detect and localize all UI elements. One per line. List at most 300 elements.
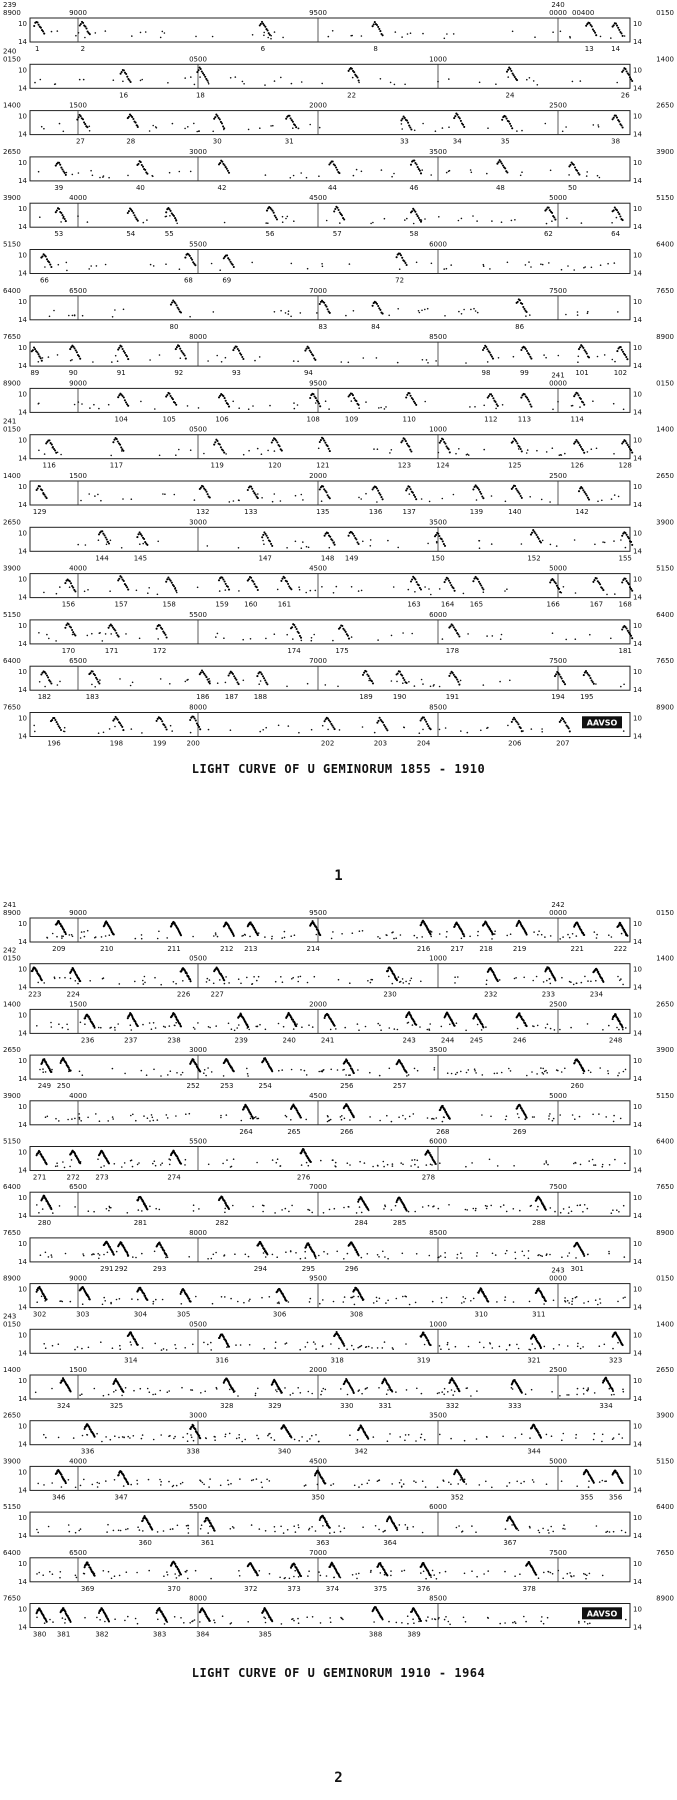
outburst-point xyxy=(221,122,223,124)
observation-point xyxy=(281,937,283,939)
outburst-number-label: 305 xyxy=(176,1310,191,1319)
observation-point xyxy=(79,79,81,81)
outburst-point xyxy=(352,533,354,535)
observation-point xyxy=(300,312,302,314)
outburst-point xyxy=(449,451,451,453)
outburst-point xyxy=(418,584,420,586)
outburst-point xyxy=(300,637,302,639)
outburst-point xyxy=(569,730,571,732)
outburst-point xyxy=(564,683,566,685)
observation-point xyxy=(377,1347,379,1349)
outburst-number-label: 291 xyxy=(100,1264,114,1273)
observation-point xyxy=(443,268,445,270)
observation-point xyxy=(261,453,263,455)
observation-point xyxy=(424,586,426,588)
observation-point xyxy=(458,311,460,313)
observation-point xyxy=(486,984,488,986)
outburst-point xyxy=(261,536,263,538)
y-tick-label: 10 xyxy=(18,1285,27,1294)
observation-point xyxy=(446,936,448,938)
observation-point xyxy=(110,633,112,635)
outburst-point xyxy=(166,578,168,580)
outburst-point xyxy=(376,303,378,305)
outburst-point xyxy=(127,358,129,360)
outburst-point xyxy=(290,588,292,590)
observation-point xyxy=(463,309,465,311)
outburst-number-label: 280 xyxy=(37,1219,52,1228)
observation-point xyxy=(154,977,156,979)
outburst-point xyxy=(622,1027,624,1029)
jd-start-label: 0150 xyxy=(3,425,21,434)
observation-point xyxy=(600,1302,602,1304)
observation-point xyxy=(562,936,564,938)
outburst-number-label: 213 xyxy=(244,945,258,953)
outburst-number-label: 232 xyxy=(484,990,498,999)
observation-point xyxy=(597,356,599,358)
outburst-point xyxy=(403,679,405,681)
observation-point xyxy=(62,1161,64,1163)
outburst-number-label: 152 xyxy=(527,554,541,563)
jd-tick-label: 9500 xyxy=(309,9,327,17)
observation-point xyxy=(583,1302,585,1304)
observation-point xyxy=(152,125,154,127)
observation-point xyxy=(99,679,101,681)
observation-point xyxy=(272,501,274,503)
observation-point xyxy=(608,1025,610,1027)
outburst-point xyxy=(482,588,484,590)
observation-point xyxy=(34,82,36,84)
observation-point xyxy=(621,933,623,935)
observation-point xyxy=(548,1115,550,1117)
outburst-point xyxy=(229,261,231,263)
outburst-point xyxy=(312,393,314,395)
observation-point xyxy=(518,1117,520,1119)
jd-tick-label: 6500 xyxy=(69,1183,87,1192)
observation-point xyxy=(448,78,450,80)
outburst-point xyxy=(626,627,628,629)
outburst-point xyxy=(293,624,295,626)
observation-point xyxy=(87,589,89,591)
observation-point xyxy=(616,1209,618,1211)
observation-point xyxy=(593,124,595,126)
observation-point xyxy=(487,727,489,729)
observation-point xyxy=(59,977,61,979)
observation-point xyxy=(249,1299,251,1301)
outburst-point xyxy=(405,489,407,491)
jd-prefix-label: 241 xyxy=(551,371,565,380)
outburst-point xyxy=(49,681,51,683)
observation-point xyxy=(426,359,428,361)
observation-point xyxy=(370,545,372,547)
outburst-point xyxy=(521,303,523,305)
outburst-point xyxy=(420,924,422,926)
outburst-point xyxy=(626,442,628,444)
outburst-point xyxy=(583,1253,585,1255)
observation-point xyxy=(526,452,528,454)
observation-point xyxy=(513,1208,515,1210)
observation-point xyxy=(400,934,402,936)
observation-point xyxy=(59,681,61,683)
outburst-number-label: 72 xyxy=(395,276,405,285)
observation-point xyxy=(495,1254,497,1256)
outburst-point xyxy=(401,257,403,259)
observation-point xyxy=(617,976,619,978)
outburst-point xyxy=(380,496,382,498)
observation-point xyxy=(438,1256,440,1258)
outburst-number-label: 212 xyxy=(220,945,234,953)
observation-point xyxy=(590,1072,592,1074)
observation-point xyxy=(444,315,446,317)
outburst-number-label: 246 xyxy=(512,1036,527,1045)
outburst-point xyxy=(209,496,211,498)
outburst-number-label: 56 xyxy=(265,230,275,239)
jd-end-label: 1400 xyxy=(656,954,674,963)
observation-point xyxy=(483,264,485,266)
outburst-point xyxy=(480,493,482,495)
observation-point xyxy=(290,1251,292,1253)
outburst-point xyxy=(108,1162,110,1164)
observation-point xyxy=(265,638,267,640)
observation-point xyxy=(515,1258,517,1260)
outburst-point xyxy=(242,358,244,360)
observation-point xyxy=(193,1027,195,1029)
observation-point xyxy=(434,1069,436,1071)
outburst-point xyxy=(281,578,283,580)
observation-point xyxy=(165,263,167,265)
observation-point xyxy=(541,499,543,501)
observation-point xyxy=(144,982,146,984)
observation-point xyxy=(198,1208,200,1210)
observation-point xyxy=(377,1254,379,1256)
outburst-point xyxy=(223,979,225,981)
observation-point xyxy=(617,311,619,313)
observation-point xyxy=(207,978,209,980)
observation-point xyxy=(478,540,480,542)
observation-point xyxy=(620,539,622,541)
jd-end-label: 5150 xyxy=(656,194,674,203)
outburst-number-label: 158 xyxy=(162,600,176,609)
observation-point xyxy=(612,1209,614,1211)
observation-point xyxy=(534,36,536,38)
observation-point xyxy=(285,1115,287,1117)
outburst-point xyxy=(123,580,125,582)
strip-frame xyxy=(30,1147,630,1171)
outburst-point xyxy=(439,442,441,444)
observation-point xyxy=(194,84,196,86)
outburst-number-label: 240 xyxy=(282,1036,296,1045)
strip-row xyxy=(3,472,674,516)
observation-point xyxy=(122,81,124,83)
observation-point xyxy=(483,684,485,686)
observation-point xyxy=(597,1304,599,1306)
outburst-point xyxy=(223,127,225,129)
observation-point xyxy=(600,264,602,266)
outburst-point xyxy=(526,1117,528,1119)
observation-point xyxy=(560,1212,562,1214)
observation-point xyxy=(483,405,485,407)
observation-point xyxy=(152,1117,154,1119)
outburst-point xyxy=(371,680,373,682)
outburst-point xyxy=(225,400,227,402)
outburst-point xyxy=(372,682,374,684)
outburst-point xyxy=(622,351,624,353)
jd-end-label: 8900 xyxy=(656,703,674,712)
observation-point xyxy=(67,1119,69,1121)
observation-point xyxy=(97,494,99,496)
outburst-point xyxy=(305,348,307,350)
observation-point xyxy=(255,1116,257,1118)
observation-point xyxy=(215,932,217,934)
observation-point xyxy=(358,1029,360,1031)
observation-point xyxy=(280,1165,282,1167)
jd-start-label: 5150 xyxy=(3,1137,21,1146)
outburst-point xyxy=(205,491,207,493)
observation-point xyxy=(446,268,448,270)
observation-point xyxy=(376,357,378,359)
observation-point xyxy=(264,84,266,86)
observation-point xyxy=(546,1162,548,1164)
observation-point xyxy=(280,500,282,502)
outburst-point xyxy=(318,402,320,404)
observation-point xyxy=(435,360,437,362)
outburst-point xyxy=(238,350,240,352)
outburst-point xyxy=(39,1151,41,1153)
observation-point xyxy=(170,725,172,727)
observation-point xyxy=(419,312,421,314)
observation-point xyxy=(74,1206,76,1208)
y-tick-label: 10 xyxy=(633,66,642,75)
outburst-point xyxy=(526,1025,528,1027)
outburst-point xyxy=(529,403,531,405)
observation-point xyxy=(359,930,361,932)
outburst-point xyxy=(536,534,538,536)
outburst-point xyxy=(334,208,336,210)
observation-point xyxy=(166,937,168,939)
outburst-point xyxy=(37,1289,39,1291)
strip-frame xyxy=(30,111,630,135)
observation-point xyxy=(251,983,253,985)
observation-point xyxy=(291,978,293,980)
outburst-point xyxy=(94,674,96,676)
observation-point xyxy=(211,1071,213,1073)
outburst-number-label: 149 xyxy=(344,554,359,563)
outburst-point xyxy=(64,218,66,220)
outburst-point xyxy=(39,485,41,487)
outburst-point xyxy=(165,211,167,213)
outburst-number-label: 50 xyxy=(567,183,577,192)
outburst-point xyxy=(514,485,516,487)
outburst-point xyxy=(52,446,54,448)
observation-point xyxy=(542,264,544,266)
y-tick-label: 14 xyxy=(633,732,642,741)
observation-point xyxy=(124,1162,126,1164)
observation-point xyxy=(57,1165,59,1167)
observation-point xyxy=(414,591,416,593)
outburst-point xyxy=(454,590,456,592)
observation-point xyxy=(63,731,65,733)
outburst-number-label: 64 xyxy=(611,230,621,239)
outburst-point xyxy=(492,397,494,399)
observation-point xyxy=(380,1029,382,1031)
jd-tick-label: 2500 xyxy=(549,472,567,480)
outburst-number-label: 187 xyxy=(224,693,239,702)
outburst-point xyxy=(322,438,324,440)
jd-end-label: 0150 xyxy=(656,379,674,388)
observation-point xyxy=(55,1118,57,1120)
observation-point xyxy=(147,592,149,594)
observation-point xyxy=(441,1297,443,1299)
outburst-number-label: 126 xyxy=(570,461,584,470)
observation-point xyxy=(392,931,394,933)
observation-point xyxy=(398,1116,400,1118)
observation-point xyxy=(318,175,320,177)
observation-point xyxy=(551,220,553,222)
observation-point xyxy=(531,1071,533,1073)
observation-point xyxy=(298,128,300,130)
outburst-point xyxy=(296,628,298,630)
outburst-number-label: 84 xyxy=(371,322,381,331)
outburst-point xyxy=(587,497,589,499)
observation-point xyxy=(149,1120,151,1122)
observation-point xyxy=(392,983,394,985)
observation-point xyxy=(74,1118,76,1120)
outburst-point xyxy=(286,1300,288,1302)
outburst-point xyxy=(416,581,418,583)
outburst-point xyxy=(477,578,479,580)
observation-point xyxy=(203,1072,205,1074)
observation-point xyxy=(98,539,100,541)
outburst-number-label: 86 xyxy=(515,322,525,331)
observation-point xyxy=(322,1299,324,1301)
strip-frame xyxy=(30,64,630,88)
outburst-point xyxy=(372,25,374,27)
outburst-number-label: 281 xyxy=(133,1219,148,1228)
observation-point xyxy=(327,729,329,731)
outburst-point xyxy=(57,723,59,725)
outburst-point xyxy=(40,357,42,359)
observation-point xyxy=(125,633,127,635)
jd-prefix-label: 240 xyxy=(551,1,565,9)
jd-tick-label: 2000 xyxy=(309,472,327,480)
outburst-point xyxy=(138,1289,140,1291)
outburst-point xyxy=(199,728,201,730)
outburst-point xyxy=(120,446,122,448)
outburst-point xyxy=(591,25,593,27)
y-tick-label: 10 xyxy=(18,1239,27,1248)
observation-point xyxy=(574,1118,576,1120)
observation-point xyxy=(599,1067,601,1069)
observation-point xyxy=(116,1299,118,1301)
y-tick-label: 10 xyxy=(633,965,642,974)
jd-end-label: 8900 xyxy=(656,1228,674,1237)
observation-point xyxy=(525,315,527,317)
observation-point xyxy=(463,1301,465,1303)
observation-point xyxy=(516,130,518,132)
outburst-point xyxy=(583,1070,585,1072)
observation-point xyxy=(291,83,293,85)
observation-point xyxy=(572,81,574,83)
jd-tick-label: 1000 xyxy=(429,954,447,963)
outburst-point xyxy=(167,576,169,578)
outburst-point xyxy=(79,358,81,360)
observation-point xyxy=(507,725,509,727)
observation-point xyxy=(504,590,506,592)
outburst-point xyxy=(291,626,293,628)
outburst-point xyxy=(582,347,584,349)
observation-point xyxy=(401,36,403,38)
observation-point xyxy=(297,404,299,406)
observation-point xyxy=(184,128,186,130)
observation-point xyxy=(613,453,615,455)
observation-point xyxy=(575,592,577,594)
observation-point xyxy=(491,938,493,940)
outburst-point xyxy=(256,675,258,677)
observation-point xyxy=(335,1166,337,1168)
observation-point xyxy=(139,638,141,640)
jd-end-label: 5150 xyxy=(656,564,674,573)
y-tick-label: 14 xyxy=(633,686,642,695)
observation-point xyxy=(446,33,448,35)
outburst-point xyxy=(255,494,257,496)
observation-point xyxy=(205,1075,207,1077)
y-tick-label: 10 xyxy=(18,714,27,723)
jd-tick-label: 6000 xyxy=(429,1137,447,1146)
observation-point xyxy=(83,79,85,81)
outburst-point xyxy=(599,583,601,585)
observation-point xyxy=(538,930,540,932)
outburst-point xyxy=(582,449,584,451)
strip-row xyxy=(3,704,674,748)
observation-point xyxy=(460,730,462,732)
outburst-point xyxy=(207,493,209,495)
observation-point xyxy=(552,447,554,449)
observation-point xyxy=(149,130,151,132)
outburst-point xyxy=(424,719,426,721)
observation-point xyxy=(420,981,422,983)
outburst-point xyxy=(209,682,211,684)
jd-end-label: 0150 xyxy=(656,1274,674,1283)
observation-point xyxy=(429,501,431,503)
observation-point xyxy=(393,938,395,940)
observation-point xyxy=(55,640,57,642)
observation-point xyxy=(215,636,217,638)
observation-point xyxy=(624,1256,626,1258)
observation-point xyxy=(330,1029,332,1031)
outburst-point xyxy=(329,536,331,538)
outburst-point xyxy=(171,301,173,303)
observation-point xyxy=(549,501,551,503)
observation-point xyxy=(469,406,471,408)
observation-point xyxy=(284,931,286,933)
outburst-point xyxy=(480,584,482,586)
observation-point xyxy=(80,937,82,939)
outburst-point xyxy=(406,120,408,122)
outburst-point xyxy=(523,1020,525,1022)
outburst-point xyxy=(322,486,324,488)
observation-point xyxy=(376,501,378,503)
observation-point xyxy=(241,1120,243,1122)
y-tick-label: 10 xyxy=(633,158,642,167)
outburst-point xyxy=(176,346,178,348)
observation-point xyxy=(471,172,473,174)
observation-point xyxy=(438,216,440,218)
strip-row xyxy=(3,1,674,56)
observation-point xyxy=(398,976,400,978)
outburst-point xyxy=(222,395,224,397)
observation-point xyxy=(262,540,264,542)
outburst-number-label: 132 xyxy=(196,508,210,516)
observation-point xyxy=(193,123,195,125)
